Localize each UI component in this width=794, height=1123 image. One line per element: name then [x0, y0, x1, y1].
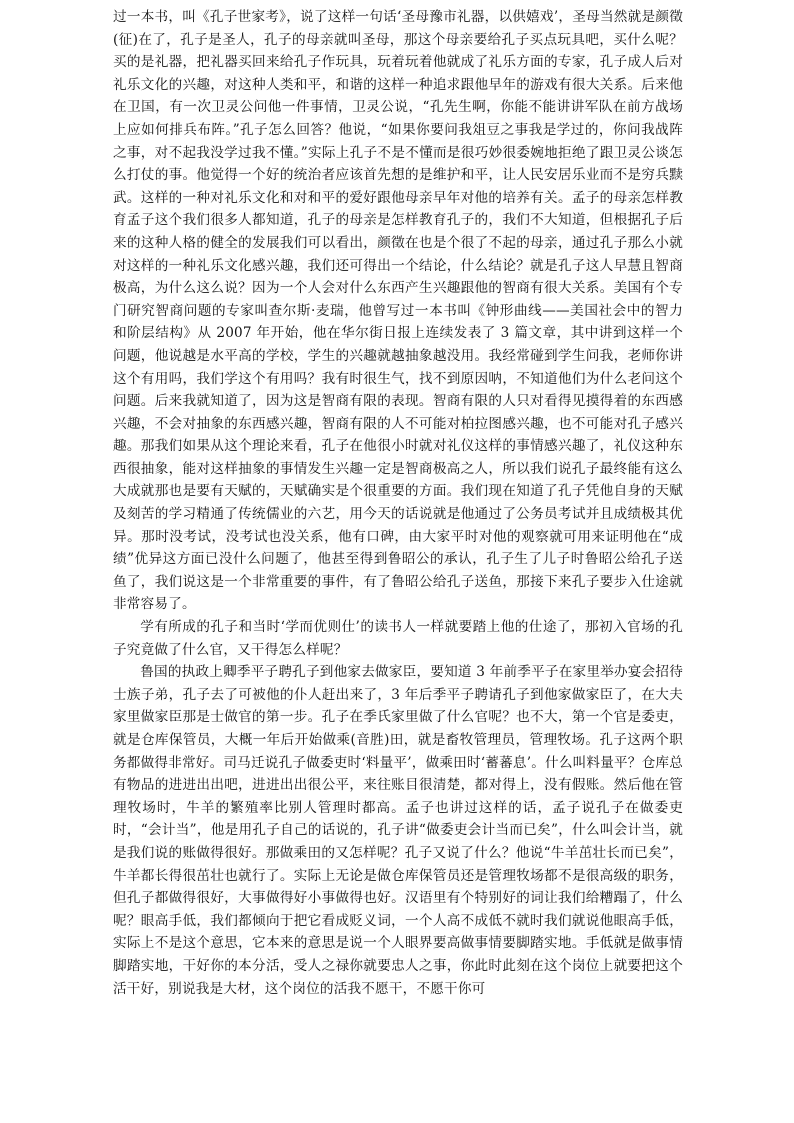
paragraph-continuation: 过一本书，叫《孔子世家考》，说了这样一句话‘圣母豫市礼器，以供嬉戏’，圣母当然就是颜徵(征)在了，孔子是圣人，孔子的母亲就叫圣母，那这个母亲要给孔子买点玩具吧，买什么呢？买的是礼器，把礼器买回来给孔子作玩具，玩着玩着他就成了礼乐方面的专家，孔子成人后对礼乐文化的兴趣，对这种人类和平，和谐的这样一种追求跟他早年的游戏有很大关系。后来他在卫国，有一次卫灵公问他一件事情，卫灵公说，“孔先生啊，你能不能讲讲军队在前方战场上应如何排兵布阵。”孔子怎么回答？他说，“如果你要问我俎豆之事我是学过的，你问我战阵之事，对不起我没学过我不懂。”实际上孔子不是不懂而是很巧妙很委婉地拒绝了跟卫灵公谈怎么打仗的事。他觉得一个好的统治者应该首先想的是维护和平，让人民安居乐业而不是穷兵黩武。这样的一种对礼乐文化和对和平的爱好跟他母亲早年对他的培养有关。孟子的母亲怎样教育孟子这个我们很多人都知道，孔子的母亲是怎样教育孔子的，我们不大知道，但根据孔子后来的这种人格的健全的发展我们可以看出，颜徵在也是个很了不起的母亲，通过孔子那么小就对这样的一种礼乐文化感兴趣，我们还可得出一个结论，什么结论？就是孔子这人早慧且智商极高，为什么这么说？因为一个人会对什么东西产生兴趣跟他的智商有很大关系。美国有个专门研究智商问题的专家叫查尔斯·麦瑞，他曾写过一本书叫《钟形曲线——美国社会中的智力和阶层结构》从 2007 年开始，他在华尔街日报上连续发表了 3 篇文章，其中讲到这样一个问题，他说越是水平高的学校，学生的兴趣就越抽象越没用。我经常碰到学生问我，老师你讲这个有用吗，我们学这个有用吗？我有时很生气，找不到原因呐，不知道他们为什么老问这个问题。后来我就知道了，因为这是智商有限的表现。智商有限的人只对看得见摸得着的东西感兴趣，不会对抽象的东西感兴趣，智商有限的人不可能对柏拉图感兴趣，也不可能对孔子感兴趣。那我们如果从这个理论来看，孔子在他很小时就对礼仪这样的事情感兴趣了，礼仪这种东西很抽象，能对这样抽象的事情发生兴趣一定是智商极高之人，所以我们说孔子最终能有这么大成就那也是要有天赋的，天赋确实是个很重要的方面。我们现在知道了孔子凭他自身的天赋及刻苦的学习精通了传统儒业的六艺，用今天的话说就是他通过了公务员考试并且成绩极其优异。那时没考试，没考试也没关系，他有口碑，由大家平时对他的观察就可用来证明他在“成绩”优异这方面已没什么问题了，他甚至得到鲁昭公的承认，孔子生了儿子时鲁昭公给孔子送鱼了，我们说这是一个非常重要的事件，有了鲁昭公给孔子送鱼，那接下来孔子要步入仕途就非常容易了。	[113, 9, 683, 613]
paragraph-official-career: 鲁国的执政上卿季平子聘孔子到他家去做家臣，要知道 3 年前季平子在家里举办宴会招待士族子弟，孔子去了可被他的仆人赶出来了，3 年后季平子聘请孔子到他家做家臣了，在大夫家里做家臣那是士做官的第一步。孔子在季氏家里做了什么官呢？也不大，第一个官是委吏，就是仓库保管员，大概一年后开始做乘(音胜)田，就是畜牧管理员，管理牧场。孔子这两个职务都做得非常好。司马迁说孔子做委吏时‘料量平’，做乘田时‘蓄蕃息’。什么叫料量平？仓库总有物品的进进出出吧，进进出出很公平，来往账目很清楚，都对得上，没有假账。然后他在管理牧场时，牛羊的繁殖率比别人管理时都高。孟子也讲过这样的话，孟子说孔子在做委吏时，“会计当”，他是用孔子自己的话说的，孔子讲“做委吏会计当而已矣”，什么叫会计当，就是我们说的账做得很好。那做乘田的又怎样呢？孔子又说了什么？他说“牛羊茁壮长而已矣”，牛羊都长得很茁壮也就行了。实际上无论是做仓库保管员还是管理牧场都不是很高级的职务，但孔子都做得很好，大事做得好小事做得也好。汉语里有个特别好的词让我们给糟蹋了，什么呢？眼高手低，我们都倾向于把它看成贬义词，一个人高不成低不就时我们就说他眼高手低，实际上不是这个意思，它本来的意思是说一个人眼界要高做事情要脚踏实地。手低就是做事情脚踏实地，干好你的本分活，受人之禄你就要忠人之事，你此时此刻在这个岗位上就要把这个活干好，别说我是大材，这个岗位的活我不愿干，不愿干你可	[113, 664, 683, 997]
document-page	[113, 6, 683, 1000]
paragraph-question: 学有所成的孔子和当时‘学而优则仕’的读书人一样就要踏上他的仕途了，那初入官场的孔子究竟做了什么官，又干得怎么样呢？	[113, 619, 683, 658]
